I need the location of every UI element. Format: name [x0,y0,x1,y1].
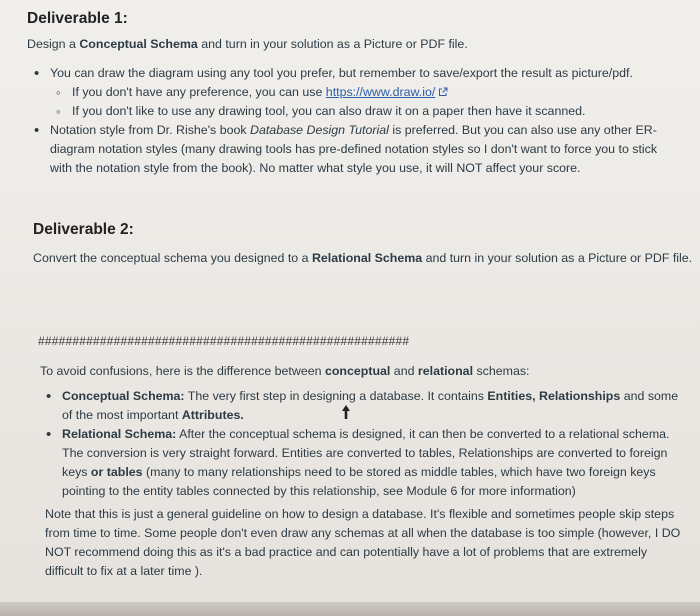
note-paragraph: Note that this is just a general guideline on how to design a database. It's flexible and sometimes people skip steps from time to time. Some people don't even draw any schemas at all when the database is too simple (however, I DO NOT recommend doing this as it's a bad practice and can potentially have a lot of problems that are extremely difficult to fix at a later time ). [45,507,681,578]
external-link-icon [438,87,448,97]
list-item: • You can draw the diagram using any tool you prefer, but remember to save/export the result as picture/pdf. [30,64,680,83]
deliverable1-title: Deliverable 1: [27,10,128,27]
separator: ###################################################### [38,334,410,348]
screen-bottom-edge [0,602,700,616]
deliverable2-title: Deliverable 2: [33,221,134,238]
list-item: ◦ If you don't like to use any drawing tool, you can also draw it on a paper then have it scanned. [52,102,680,121]
list-item: • Notation style from Dr. Rishe's book Database Design Tutorial is preferred. But you can also use any other ER-diagram notation styles (many drawing tools has pre-defined notation styles so I don't want to force you to stick with the notation style from the book). No matter what style you use, it will NOT affect your score. [30,121,680,178]
mouse-cursor-icon [341,405,351,419]
deliverable1-intro: Design a Conceptual Schema and turn in your solution as a Picture or PDF file. [27,37,468,51]
deliverable1-list [30,64,680,178]
list-item: ◦ If you don't have any preference, you can use https://www.draw.io/ [52,83,680,102]
list-item: • Conceptual Schema: The very first step in designing a database. It contains Entities, Relationships and some of the most important Attributes. [42,387,687,425]
list-item: • Relational Schema: After the conceptual schema is designed, it can then be converted to a relational schema. The conversion is very straight forward. Entities are converted to tables, Relationships are converted to foreign keys or tables (many to many relationships need to be stored as middle tables, which have two foreign keys pointing to the entity tables connected by this relationship, see Module 6 for more information) [42,425,687,501]
deliverable2-text: Convert the conceptual schema you designed to a Relational Schema and turn in your solution as a Picture or PDF file. [33,251,693,265]
difference-intro: To avoid confusions, here is the difference between conceptual and relational schemas: [40,364,530,378]
drawio-link[interactable]: https://www.draw.io/ [325,85,436,99]
difference-list [42,387,687,501]
